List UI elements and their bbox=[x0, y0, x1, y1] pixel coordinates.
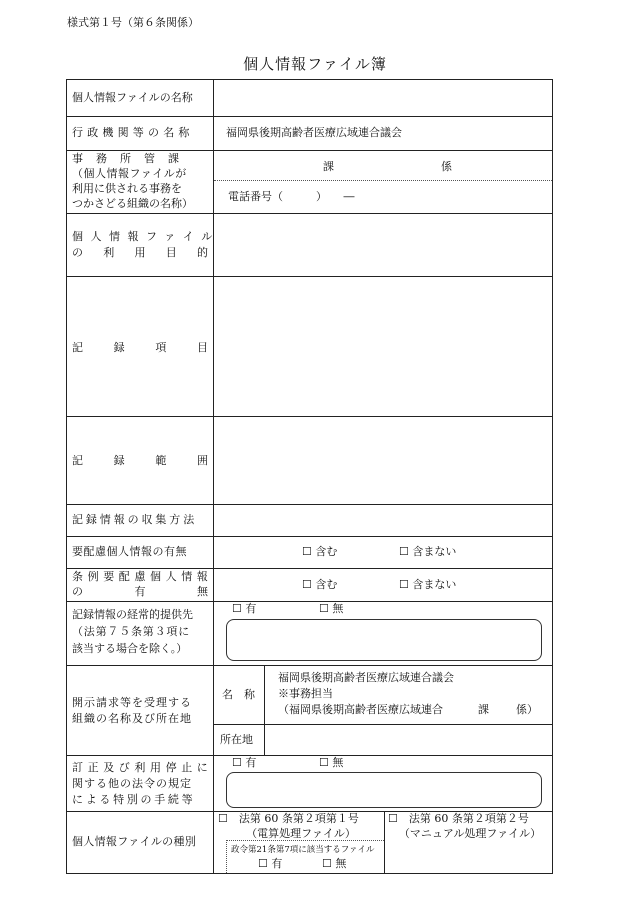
ledger-form bbox=[66, 79, 552, 873]
correction-yes-checkbox[interactable]: ☐ 有 bbox=[232, 756, 257, 769]
file-type-manual-checkbox[interactable]: ☐ 法第 60 条第２項第２号 bbox=[388, 812, 529, 825]
record-items-label: 記 録 項 目 bbox=[72, 341, 208, 354]
file-type-dotted-side bbox=[226, 840, 227, 873]
office-label-3: 利用に供される事務を bbox=[72, 182, 182, 195]
disclosure-name-line-1: 福岡県後期高齢者医療広域連合議会 bbox=[278, 671, 454, 684]
office-label-4: つかさどる組織の名称） bbox=[72, 197, 193, 210]
office-kakari: 係 bbox=[441, 160, 452, 173]
sensitive-no-checkbox[interactable]: ☐ 含まない bbox=[399, 545, 457, 558]
row-line bbox=[66, 504, 552, 505]
ordinance-label-1: 条例要配慮個人情報 bbox=[72, 570, 213, 583]
ordinance-no-checkbox[interactable]: ☐ 含まない bbox=[399, 578, 457, 591]
office-phone: 電話番号（ ） ― bbox=[228, 190, 355, 203]
disclosure-name-line-2: ※事務担当 bbox=[278, 687, 333, 700]
file-type-divider bbox=[384, 811, 385, 873]
disclosure-label-2: 組織の名称及び所在地 bbox=[72, 712, 192, 725]
disclosure-name-kakari: 係） bbox=[516, 703, 538, 716]
correction-no-checkbox[interactable]: ☐ 無 bbox=[319, 756, 344, 769]
record-scope-label: 記 録 範 囲 bbox=[72, 454, 208, 467]
sensitive-yes-checkbox[interactable]: ☐ 含む bbox=[302, 545, 338, 558]
border-right bbox=[552, 79, 553, 873]
office-ka: 課 bbox=[323, 160, 334, 173]
file-name-label: 個人情報ファイルの名称 bbox=[72, 91, 193, 104]
row-line bbox=[66, 213, 552, 214]
provision-no-checkbox[interactable]: ☐ 無 bbox=[319, 602, 344, 615]
agency-label: 行政機関等の名称 bbox=[72, 126, 194, 139]
office-label-1: 事務所管課 bbox=[72, 152, 192, 165]
disclosure-name-ka: 課 bbox=[478, 703, 489, 716]
row-line bbox=[66, 416, 552, 417]
row-line bbox=[66, 536, 552, 537]
purpose-label-2: の 利 用 目 的 bbox=[72, 246, 208, 259]
disclosure-name-label: 名 称 bbox=[222, 688, 255, 701]
provision-yes-checkbox[interactable]: ☐ 有 bbox=[232, 602, 257, 615]
provision-label-1: 記録情報の経常的提供先 bbox=[72, 608, 193, 621]
file-type-ordinance-caption: 政令第21条第7項に該当するファイル bbox=[231, 845, 375, 855]
page-title: 個人情報ファイル簿 bbox=[243, 55, 387, 73]
file-type-electronic-checkbox[interactable]: ☐ 法第 60 条第２項第１号 bbox=[218, 812, 359, 825]
row-line bbox=[66, 601, 552, 602]
form-number: 様式第１号（第６条関係） bbox=[67, 16, 199, 29]
disclosure-sub-divider bbox=[264, 665, 265, 755]
office-dotted-divider bbox=[214, 180, 552, 181]
correction-label-1: 訂正及び利用停止に bbox=[72, 761, 213, 774]
border-bottom bbox=[66, 873, 553, 874]
ordinance-yes-checkbox[interactable]: ☐ 含む bbox=[302, 578, 338, 591]
office-label-2: （個人情報ファイルが bbox=[72, 167, 187, 180]
purpose-label-1: 個人情報ファイル bbox=[72, 230, 220, 243]
collection-label: 記録情報の収集方法 bbox=[72, 513, 198, 526]
ordinance-label-2: の 有 無 bbox=[72, 585, 208, 598]
row-line bbox=[66, 665, 552, 666]
disclosure-address-label: 所在地 bbox=[220, 733, 253, 746]
border-left bbox=[66, 79, 67, 873]
row-line bbox=[66, 755, 552, 756]
disclosure-sub-line bbox=[214, 724, 552, 725]
provision-label-2: （法第７５条第３項に bbox=[72, 625, 190, 638]
agency-value: 福岡県後期高齢者医療広域連合議会 bbox=[226, 126, 402, 139]
provision-label-3: 該当する場合を除く。） bbox=[72, 642, 188, 655]
file-type-manual-caption: （マニュアル処理ファイル） bbox=[398, 827, 542, 840]
file-type-label: 個人情報ファイルの種別 bbox=[72, 835, 197, 848]
correction-label-2: 関する他の法令の規定 bbox=[72, 777, 192, 790]
correction-bracket[interactable] bbox=[226, 772, 542, 808]
disclosure-name-line-3: （福岡県後期高齢者医療広域連合 bbox=[278, 703, 443, 716]
border-top bbox=[66, 79, 552, 80]
file-type-ordinance-no-checkbox[interactable]: ☐ 無 bbox=[322, 857, 347, 870]
file-type-ordinance-yes-checkbox[interactable]: ☐ 有 bbox=[258, 857, 283, 870]
provision-bracket[interactable] bbox=[226, 619, 542, 661]
row-line bbox=[66, 276, 552, 277]
label-column-divider bbox=[213, 79, 214, 873]
correction-label-3: による特別の手続等 bbox=[72, 793, 196, 806]
row-line bbox=[66, 568, 552, 569]
file-type-electronic-caption: （電算処理ファイル） bbox=[246, 827, 356, 840]
row-line bbox=[66, 116, 552, 117]
disclosure-label-1: 開示請求等を受理する bbox=[72, 696, 192, 709]
sensitive-label: 要配慮個人情報の有無 bbox=[72, 545, 187, 558]
row-line bbox=[66, 150, 552, 151]
